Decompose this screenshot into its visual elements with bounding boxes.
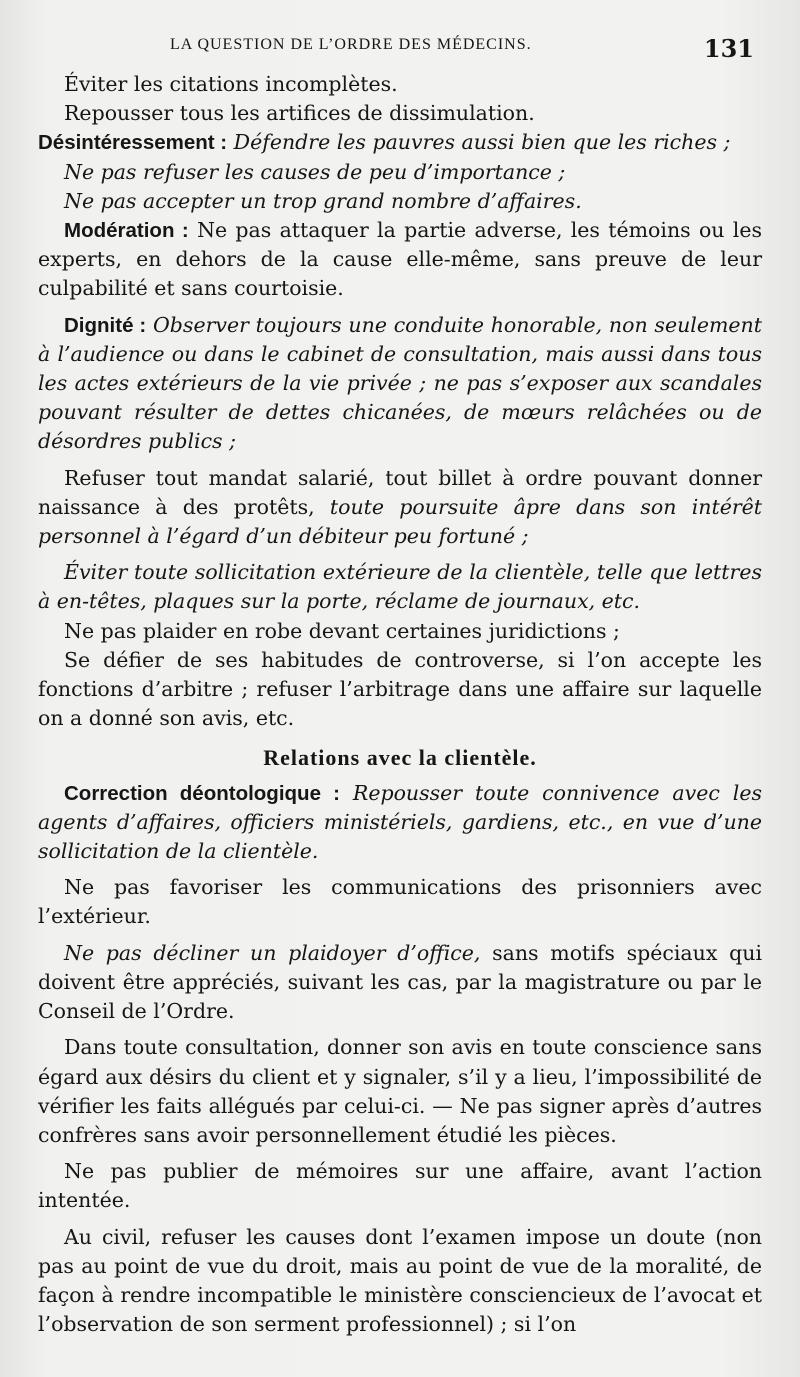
paragraph-dignite bbox=[38, 311, 762, 457]
desinteressement-item-3 bbox=[38, 187, 762, 216]
label-desinteressement: Désintéressement : bbox=[38, 131, 228, 155]
desinteressement-item-1: Défendre les pauvres aussi bien que les riches ; bbox=[233, 130, 731, 155]
paragraph-consultation: Dans toute consultation, donner son avis en toute conscience sans égard aux désirs du client et y signaler, s’il y a lieu, l’impossibilité de vérifier les faits allégués par celui-ci. — Ne pas signer après d’autres confrères sans avoir personnellement étudié les pièces. bbox=[38, 1035, 762, 1147]
paragraph-mandat bbox=[38, 464, 762, 552]
running-title: LA QUESTION DE L’ORDRE DES MÉDECINS. bbox=[170, 36, 532, 53]
sollicitation-text: Éviter toute sollicitation extérieure de la clientèle, telle que lettres à en-têtes, plaques sur la porte, réclame de journaux, etc. bbox=[38, 560, 762, 614]
desinteressement-item-3-text: Ne pas accepter un trop grand nombre d’affaires. bbox=[64, 188, 582, 213]
page-number: 131 bbox=[703, 34, 754, 63]
paragraph-correction bbox=[38, 779, 762, 867]
office-rest: sans motifs spéciaux qui doivent être appréciés, suivant les cas, par la magistrature ou par le Conseil de l’Ordre. bbox=[38, 940, 762, 1024]
paragraph-desinteressement bbox=[38, 128, 762, 157]
label-correction: Correction déontologique : bbox=[64, 781, 340, 805]
paragraph-citations: Éviter les citations incomplètes. bbox=[64, 72, 398, 96]
paragraph-prisonniers: Ne pas favoriser les communications des prisonniers avec l’extérieur. bbox=[38, 875, 762, 929]
moderation-text: Ne pas attaquer la partie adverse, les témoins ou les experts, en dehors de la cause elle-même, sans preuve de leur culpabilité et sans courtoisie. bbox=[38, 218, 762, 301]
correction-text: Repousser toute connivence avec les agents d’affaires, officiers ministériels, gardiens, etc., en vue d’une sollicitation de la clientèle. bbox=[38, 780, 762, 864]
paragraph-office bbox=[38, 939, 762, 1027]
mandat-italic: toute poursuite âpre dans son intérêt personnel à l’égard d’un débiteur peu fortuné ; bbox=[38, 494, 763, 549]
section-heading: Relations avec la clientèle. bbox=[263, 745, 537, 771]
paragraph-dissimulation: Repousser tous les artifices de dissimulation. bbox=[64, 101, 535, 126]
paragraph-civil: Au civil, refuser les causes dont l’examen impose un doute (non pas au point de vue du droit, mais au point de vue de la moralité, de façon à rendre incompatible le ministère consciencieux de l’avocat et l’observation de son serment professionnel) ; si l’on bbox=[38, 1224, 762, 1337]
page-body bbox=[38, 70, 762, 1339]
label-dignite: Dignité : bbox=[64, 313, 147, 337]
paragraph-moderation bbox=[38, 216, 762, 304]
desinteressement-item-2-text: Ne pas refuser les causes de peu d’importance ; bbox=[64, 159, 566, 184]
label-moderation: Modération : bbox=[64, 219, 189, 243]
paragraph-sollicitation bbox=[38, 558, 762, 616]
dignite-text: Observer toujours une conduite honorable, non seulement à l’audience ou dans le cabinet de consultation, mais aussi dans tous les actes extérieurs de la vie privée ; ne pas s’exposer aux scandales pouvant résulter de dettes chicanées, de mœurs relâchées ou de désordres publics ; bbox=[38, 312, 762, 454]
paragraph-controverse: Se défier de ses habitudes de controverse, si l’on accepte les fonctions d’arbitre ; refuser l’arbitrage dans une affaire sur laquelle on a donné son avis, etc. bbox=[38, 647, 762, 731]
paragraph-robe: Ne pas plaider en robe devant certaines juridictions ; bbox=[64, 618, 620, 643]
mandat-text: Refuser tout mandat salarié, tout billet à ordre pouvant donner naissance à des protêts, bbox=[38, 465, 762, 519]
desinteressement-item-2 bbox=[38, 158, 762, 187]
page-header bbox=[0, 34, 800, 64]
office-italic: Ne pas décliner un plaidoyer d’office, bbox=[64, 940, 481, 965]
paragraph-memoires: Ne pas publier de mémoires sur une affaire, avant l’action intentée. bbox=[38, 1159, 762, 1213]
